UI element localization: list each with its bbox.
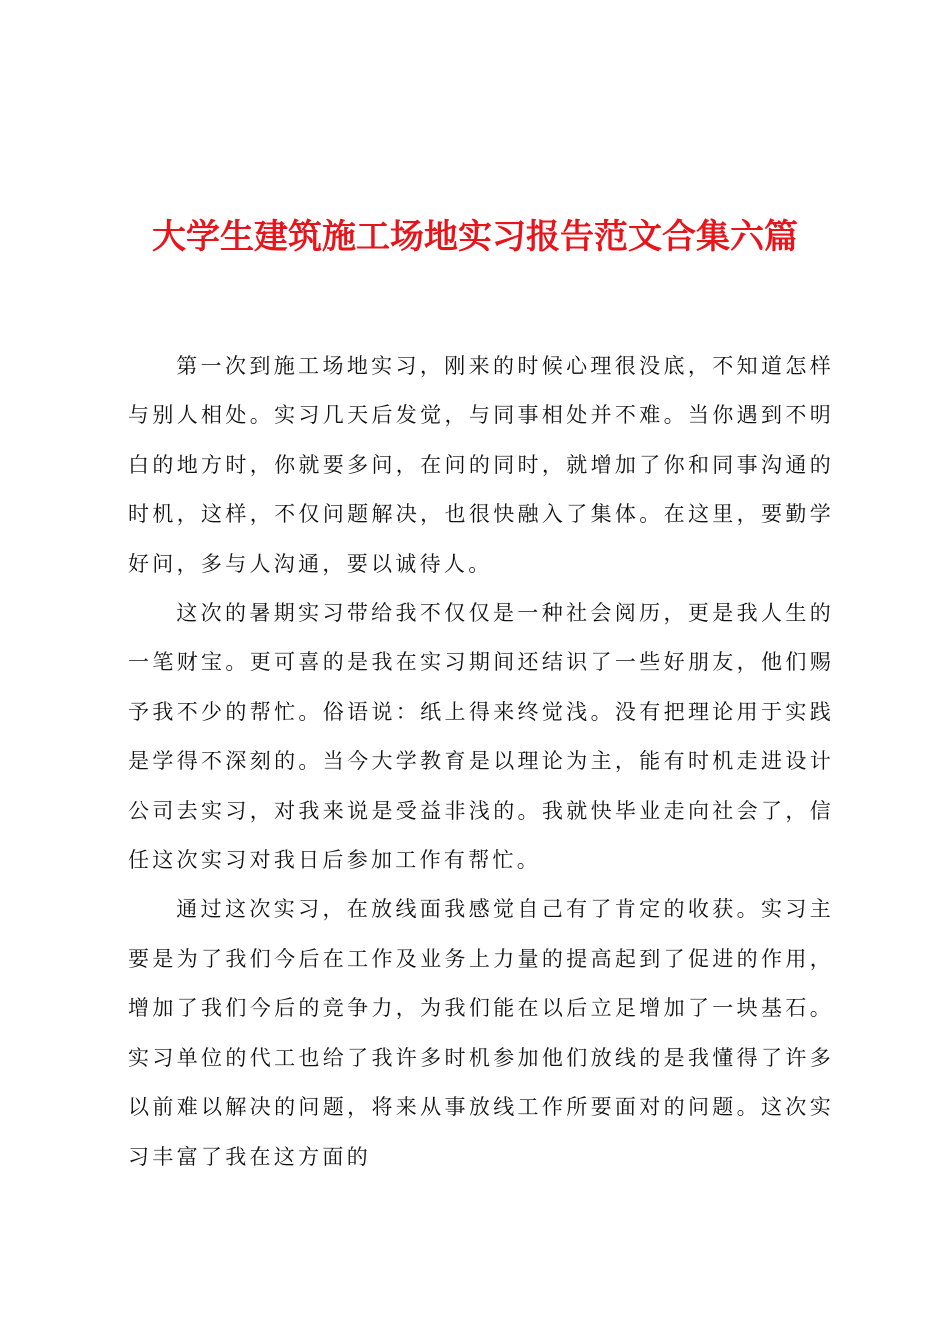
document-body [128,342,834,1182]
paragraph: 通过这次实习，在放线面我感觉自己有了肯定的收获。实习主要是为了我们今后在工作及业务上力量的提高起到了促进的作用，增加了我们今后的竞争力，为我们能在以后立足增加了一块基石。实习单位的代工也给了我许多时机参加他们放线的是我懂得了许多以前难以解决的问题，将来从事放线工作所要面对的问题。这次实习丰富了我在这方面的 [128,897,834,1169]
paragraph: 这次的暑期实习带给我不仅仅是一种社会阅历，更是我人生的一笔财宝。更可喜的是我在实习期间还结识了一些好朋友，他们赐予我不少的帮忙。俗语说：纸上得来终觉浅。没有把理论用于实践是学得不深刻的。当今大学教育是以理论为主，能有时机走进设计公司去实习，对我来说是受益非浅的。我就快毕业走向社会了，信任这次实习对我日后参加工作有帮忙。 [128,601,834,873]
paragraph: 第一次到施工场地实习，刚来的时候心理很没底，不知道怎样与别人相处。实习几天后发觉，与同事相处并不难。当你遇到不明白的地方时，你就要多问，在问的同时，就增加了你和同事沟通的时机，这样，不仅问题解决，也很快融入了集体。在这里，要勤学好问，多与人沟通，要以诚待人。 [128,354,834,576]
document-title: 大学生建筑施工场地实习报告范文合集六篇 [152,217,798,257]
